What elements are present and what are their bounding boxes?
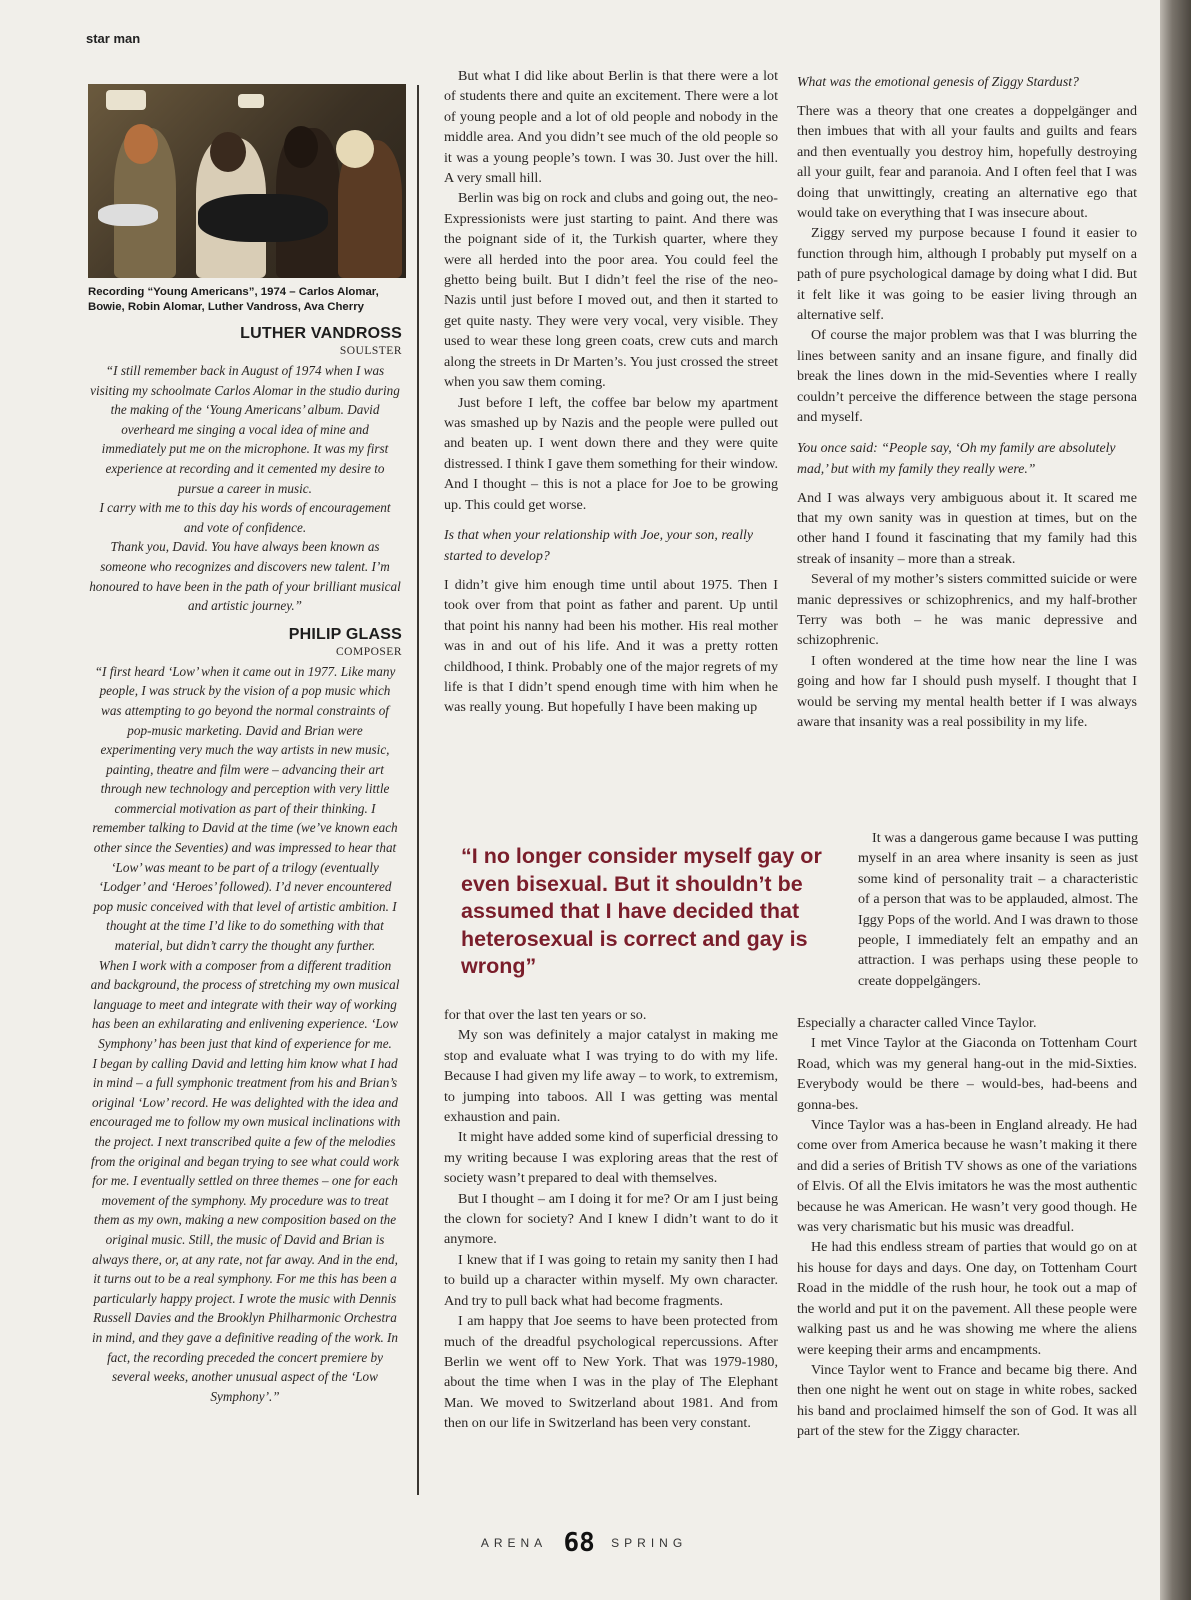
body-paragraph: Several of my mother’s sisters committed suicide or were manic depressives or schizophrenics, and my half-brother Terry was both – he was manic depressive and schizophrenic.: [797, 571, 1137, 649]
sidebar-column: [88, 84, 410, 1406]
studio-lamp: [238, 94, 264, 108]
contributor-role: SOULSTER: [339, 345, 402, 357]
interview-column-2-bottom: [444, 1005, 778, 1434]
interview-question: You once said: “People say, ‘Oh my family are absolutely mad,’ but with my family they really were.”: [797, 439, 1116, 476]
studio-photo: [88, 84, 406, 278]
body-paragraph: Vince Taylor went to France and became big there. And then one night he went out on stage in white robes, sacked his band and proclaimed himself the son of God. It was all part of the stew for the Ziggy character.: [797, 1361, 1137, 1440]
body-paragraph: Berlin was big on rock and clubs and going out, the neo-Expressionists were just starting to paint. And there was the poignant side of it, the Turkish quarter, where they were all herded into the poor area. You could feel the ghetto being built. But I didn’t feel the rise of the neo-Nazis until just before I moved out, and then it started to get quite nasty. They were very vocal, very visible. They used to wear these long green coats, crew cuts and march along the streets in Dr Marten’s. You just crossed the street when you saw them coming.: [444, 190, 778, 391]
person-head: [210, 132, 246, 172]
body-paragraph: I am happy that Joe seems to have been protected from much of the dreadful psychological repercussions. After Berlin we went off to New York. That was 1979-1980, about the time when I was in the play of The Elephant Man. We moved to Switzerland about 1981. And from then on our life in Switzerland has been very constant.: [444, 1313, 778, 1432]
person-head: [336, 130, 374, 168]
body-paragraph: Just before I left, the coffee bar below my apartment was smashed up by Nazis and the people were pulled out and beaten up. I went down there and they were quite distressed. I think I gave them something for their window. And I thought – this is not a place for Joe to be growing up. This could get worse.: [444, 394, 778, 513]
person-head: [124, 124, 158, 164]
microphone: [98, 204, 158, 226]
contributor-quote: [88, 361, 410, 616]
page-spine: [1160, 0, 1191, 1600]
body-paragraph: for that over the last ten years or so.: [444, 1007, 647, 1023]
body-paragraph: It might have added some kind of superficial dressing to my writing because I was exploring areas that the rest of society wasn’t prepared to deal with themselves.: [444, 1129, 778, 1187]
quote-paragraph: I began by calling David and letting him know what I had in mind – a full symphonic treatment from his and Brian’s original ‘Low’ record. He was delighted with the idea and encouraged me to follow my own musical inclinations with the project. I next transcribed quite a few of the melodies from the original and began trying to see what could work for me. I eventually settled on three themes – one for each movement of the symphony. My procedure was to treat them as my own, making a new composition based on the original music. Still, the music of David and Brian is always there, or, at any rate, not far away. And in the end, it turns out to be a real symphony. For me this has been a particularly happy project. I wrote the music with Dennis Russell Davies and the Brooklyn Philharmonic Orchestra in mind, and they gave a definitive reading of the work. In fact, the recording preceded the concert premiere by several weeks, another unusual aspect of the ‘Low Symphony’.”: [89, 1055, 401, 1404]
interview-question: Is that when your relationship with Joe, your son, really started to develop?: [444, 526, 753, 563]
page-footer: [0, 1528, 1168, 1558]
body-paragraph: I met Vince Taylor at the Giaconda on Tottenham Court Road, which was my general hang-out in the mid-Sixties. Everybody would be there – would-bes, had-beens and gonna-bes.: [797, 1035, 1137, 1113]
studio-lamp: [106, 90, 146, 110]
interview-column-3-wrap: [858, 828, 1138, 991]
photo-caption: Recording “Young Americans”, 1974 – Carlos Alomar, Bowie, Robin Alomar, Luther Vandross, Ava Cherry: [88, 286, 379, 313]
page-number: 68: [563, 1528, 595, 1558]
quote-paragraph: “I still remember back in August of 1974 when I was visiting my schoolmate Carlos Alomar in the studio during the making of the ‘Young Americans’ album. David overheard me singing a vocal idea of mine and immediately put me on the microphone. It was my first experience at recording and it cemented my desire to pursue a career in music.: [90, 363, 400, 496]
contributor-name: LUTHER VANDROSS: [240, 325, 402, 342]
body-paragraph: It was a dangerous game because I was putting myself in an area where insanity is seen as just some kind of personality trait – a characteristic of a person that was to be applauded, almost. The Iggy Pops of the world. And I was drawn to those people, I immediately felt an empathy and an attraction. I was perhaps using these people to create doppelgängers.: [858, 830, 1138, 989]
body-paragraph: Ziggy served my purpose because I found it easier to function through him, although I probably put myself on a path of pure psychological damage by doing what I did. But it felt like it was going to be easier living through an alternative self.: [797, 225, 1137, 324]
interview-question: What was the emotional genesis of Ziggy Stardust?: [797, 74, 1079, 89]
pull-quote: “I no longer consider myself gay or even bisexual. But it shouldn’t be assumed that I have decided that heterosexual is correct and gay is wrong”: [461, 844, 822, 979]
body-paragraph: Of course the major problem was that I was blurring the lines between sanity and an insane figure, and finally did break the lines down in the mid-Seventies where I really couldn’t perceive the difference between the stage persona and myself.: [797, 327, 1137, 426]
body-paragraph: Especially a character called Vince Taylor.: [797, 1015, 1037, 1031]
body-paragraph: My son was definitely a major catalyst in making me stop and evaluate what I was trying to do with my life. Because I had given my life away – to work, to extremism, to jumping into taboos. All I was getting was mental exhaustion and pain.: [444, 1027, 778, 1126]
quote-paragraph: When I work with a composer from a different tradition and background, the process of stretching my own musical language to meet and integrate with their way of working has been an exhilarating and enlivening experience. ‘Low Symphony’ has been just that kind of experience for me.: [90, 957, 400, 1051]
contributor-name: PHILIP GLASS: [288, 625, 402, 643]
quote-paragraph: I carry with me to this day his words of encouragement and vote of confidence.: [99, 500, 391, 535]
body-paragraph: And I was always very ambiguous about it. It scared me that my own sanity was in question at times, but on the other hand I found it fascinating that my family had this streak of insanity – more than a streak.: [797, 489, 1137, 567]
interview-column-2-top: [444, 66, 778, 718]
body-paragraph: He had this endless stream of parties that would go on at his house for days and days. One day, on Tottenham Court Road in the middle of the rush hour, he took out a map of the world and put it on the pavement. All these people were walking past us and he was showing me where the aliens were keeping their arms and encampments.: [797, 1239, 1137, 1358]
section-label: star man: [86, 31, 141, 46]
microphone-array: [198, 194, 328, 242]
column-divider: [417, 85, 419, 1495]
body-paragraph: Vince Taylor was a has-been in England already. He had come over from America because he wasn’t making it there and did a series of British TV shows as one of the variations of Elvis. Of all the Elvis imitators he was the most authentic because he was American. He wasn’t very good though. He was very charismatic but his music was dreadful.: [797, 1117, 1137, 1236]
body-paragraph: I didn’t give him enough time until about 1975. Then I took over from that point as father and parent. Up until that point his nanny had been his mother. His real mother was in and out of his life. And it was a pretty rotten childhood, I think. Probably one of the major regrets of my life is that I didn’t spend enough time with him when he was really young. But hopefully I have been making up: [444, 576, 778, 716]
contributor-quote: [88, 662, 410, 1407]
body-paragraph: But I thought – am I doing it for me? Or am I just being the clown for society? And I knew I didn’t want to do it anymore.: [444, 1190, 778, 1248]
contributor-role: COMPOSER: [336, 645, 402, 658]
body-paragraph: There was a theory that one creates a doppelgänger and then imbues that with all your faults and guilts and fears and then eventually you destroy him, hopefully destroying all your guilt, fear and paranoia. And I often feel that I was doing that unwittingly, creating an alternative ego that would take on everything that I was insecure about.: [797, 103, 1137, 222]
quote-paragraph: Thank you, David. You have always been known as someone who recognizes and discovers new talent. I’m honoured to have been in the path of your brilliant musical and artistic journey.”: [89, 539, 401, 614]
body-paragraph: I often wondered at the time how near the line I was going and how far I should push myself. I thought that I would be serving my mental health better if I was always aware that insanity was a real possibility in my life.: [797, 652, 1137, 730]
issue-season: SPRING: [611, 1536, 688, 1550]
interview-column-3-top: [797, 62, 1137, 732]
person-head: [284, 126, 318, 168]
magazine-name: ARENA: [480, 1536, 548, 1550]
body-paragraph: I knew that if I was going to retain my sanity then I had to build up a character within myself. My own character. And try to pull back what had become fragments.: [444, 1251, 778, 1309]
interview-column-3-bottom: [797, 1013, 1137, 1442]
body-paragraph: But what I did like about Berlin is that there were a lot of students there and quite an excitement. There were a lot of young people and a lot of old people and nobody in the middle area. And you didn’t see much of the old people so it was a young people’s town. I was 30. Just over the hill. A very small hill.: [444, 68, 778, 187]
quote-paragraph: “I first heard ‘Low’ when it came out in 1977. Like many people, I was struck by the vision of a pop music which was attempting to go beyond the normal constraints of pop-music marketing. David and Brian were experimenting very much the way artists in new music, painting, theatre and film were – advancing their art through new technology and perception with very little commercial motivation as part of their thinking. I remember talking to David at the time (we’ve known each other since the Seventies) and was impressed to hear that ‘Low’ was meant to be part of a trilogy (eventually ‘Lodger’ and ‘Heroes’ followed). I’d never encountered pop music conceived with that level of artistic ambition. I thought at the time I’d like to do something with that material, but didn’t carry the thought any further.: [92, 663, 398, 954]
